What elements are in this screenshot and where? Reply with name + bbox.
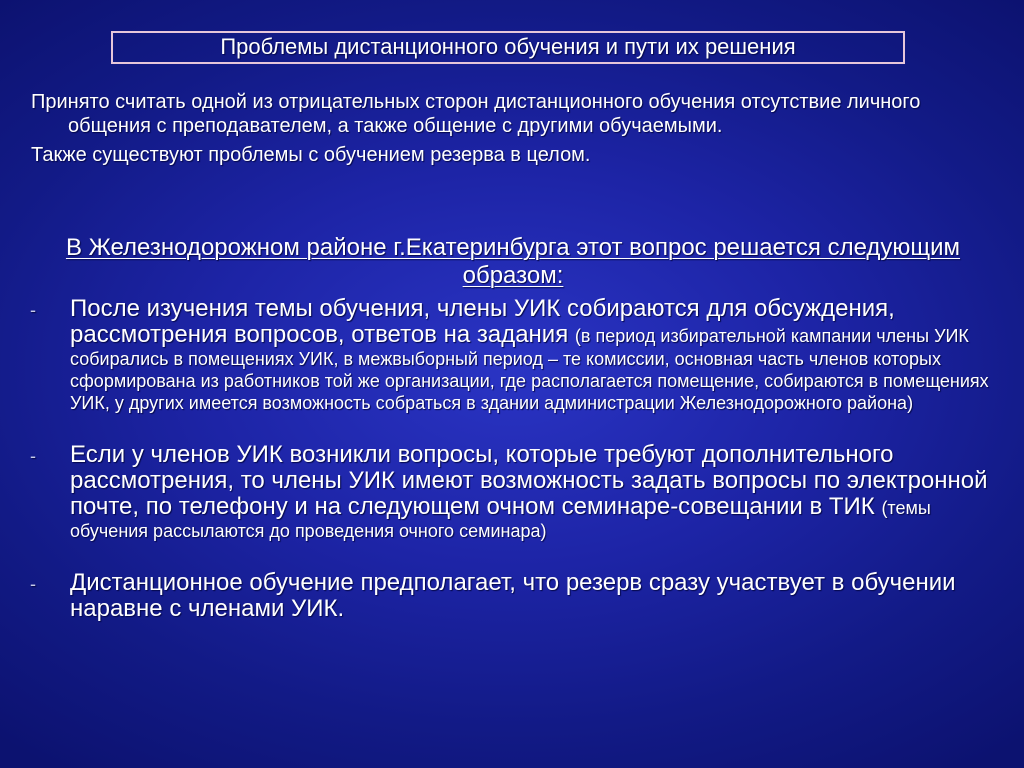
bullet-note-text: (темы обучения рассылаются до проведения очного семинара) bbox=[70, 498, 931, 541]
bullet-main-text: После изучения темы обучения, члены УИК собираются для обсуждения, рассмотрения вопросов, ответов на задания bbox=[70, 295, 895, 348]
intro-paragraph-1: Принято считать одной из отрицательных сторон дистанционного обучения отсутствие личного общения с преподавателем, а также общение с другими обучаемыми. bbox=[31, 91, 921, 137]
bullet-dash-icon: - bbox=[30, 574, 36, 594]
bullet-note-text: (в период избирательной кампании члены УИК собирались в помещениях УИК, в межвыборный период – те комиссии, основная часть членов которых сформирована из работников той же организации, где располагается помещение, собираются в помещениях УИК, у других имеется возможность собраться в здании администрации Железнодорожного района) bbox=[70, 326, 989, 413]
bullet-item-2 bbox=[28, 442, 998, 542]
intro-paragraph-2: Также существуют проблемы с обучением резерва в целом. bbox=[31, 144, 591, 166]
intro-text bbox=[31, 90, 991, 167]
bullet-item-1 bbox=[28, 296, 998, 414]
bullet-dash-icon: - bbox=[30, 300, 36, 320]
bullet-main-text: Дистанционное обучение предполагает, что резерв сразу участвует в обучении наравне с членами УИК. bbox=[70, 569, 956, 622]
bullet-list bbox=[28, 296, 998, 622]
bullet-item-3 bbox=[28, 570, 998, 622]
bullet-dash-icon: - bbox=[30, 446, 36, 466]
section-subheading: В Железнодорожном районе г.Екатеринбурга этот вопрос решается следующим образом: bbox=[65, 234, 961, 289]
slide-title: Проблемы дистанционного обучения и пути их решения bbox=[111, 31, 905, 64]
bullet-main-text: Если у членов УИК возникли вопросы, которые требуют дополнительного рассмотрения, то члены УИК имеют возможность задать вопросы по электронной почте, по телефону и на следующем очном семинаре-совещании в ТИК bbox=[70, 441, 988, 520]
